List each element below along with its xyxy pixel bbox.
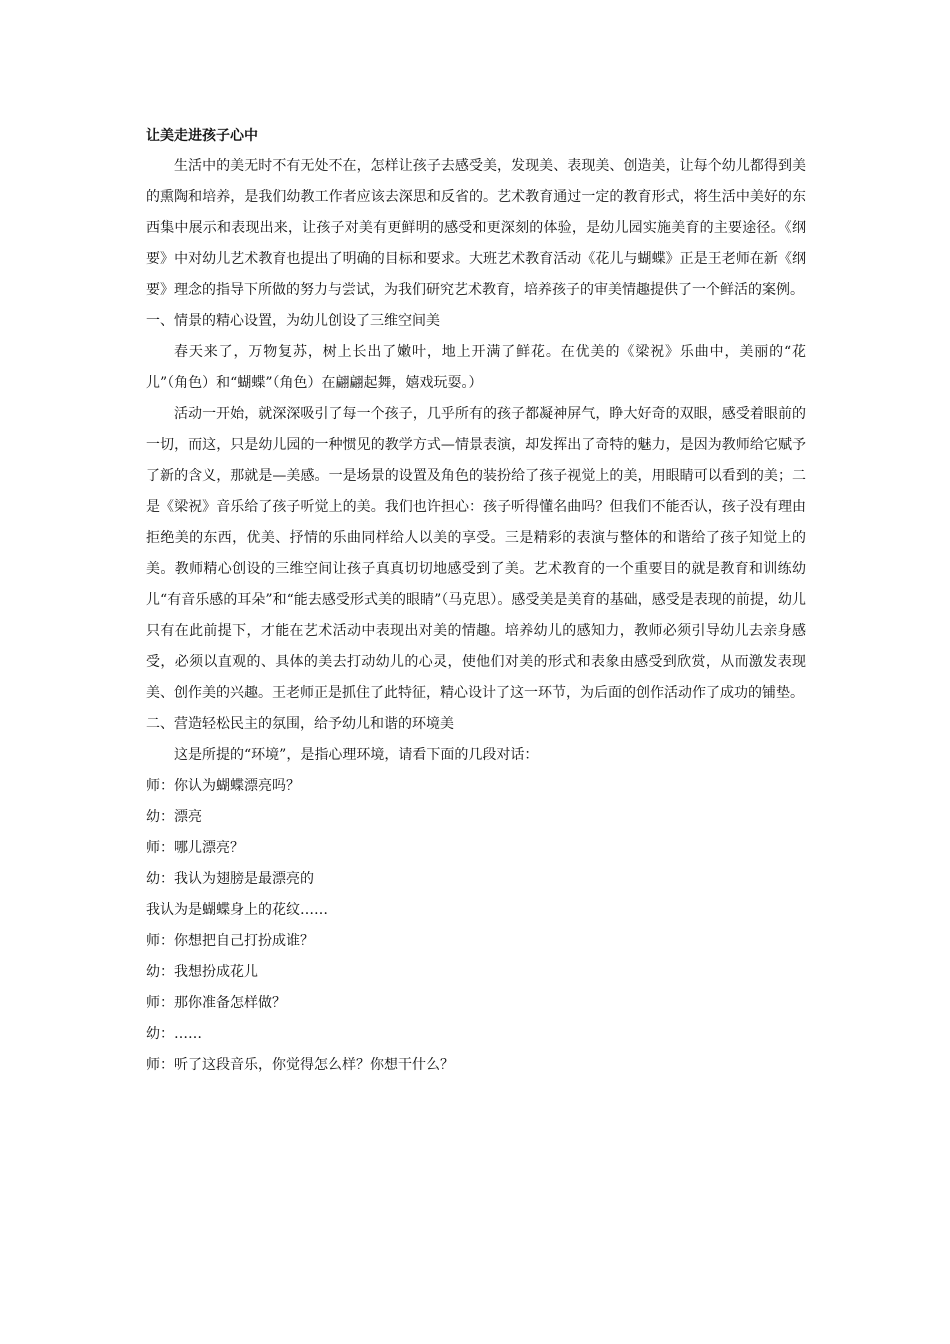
- dialogue-line: 我认为是蝴蝶身上的花纹……: [146, 902, 328, 918]
- dialogue-line: 师：听了这段音乐，你觉得怎么样？你想干什么？: [146, 1057, 454, 1073]
- dialogue-line: 师：你认为蝴蝶漂亮吗？: [146, 778, 300, 794]
- dialogue-line: 师：哪儿漂亮？: [146, 840, 244, 856]
- article-title: 让美走进孩子心中: [146, 128, 258, 144]
- analysis-paragraph: 活动一开始，就深深吸引了每一个孩子，几乎所有的孩子都凝神屏气，睁大好奇的双眼，感受着眼前的一切，而这，只是幼儿园的一种惯见的教学方式—情景表演，却发挥出了奇特的魅力，是因为教师给它赋予了新的含义，那就是—美感。一是场景的设置及角色的装扮给了孩子视觉上的美，用眼睛可以看到的美；二是《梁祝》音乐给了孩子听觉上的美。我们也许担心：孩子听得懂名曲吗？但我们不能否认，孩子没有理由拒绝美的东西，优美、抒情的乐曲同样给人以美的享受。三是精彩的表演与整体的和谐给了孩子知觉上的美。教师精心创设的三维空间让孩子真真切切地感受到了美。艺术教育的一个重要目的就是教育和训练幼儿“有音乐感的耳朵”和“能去感受形式美的眼睛”（马克思）。感受美是美育的基础，感受是表现的前提，幼儿只有在此前提下，才能在艺术活动中表现出对美的情趣。培养幼儿的感知力，教师必须引导幼儿去亲身感受，必须以直观的、具体的美去打动幼儿的心灵，使他们对美的形式和表象由感受到欣赏，从而激发表现美、创作美的兴趣。王老师正是抓住了此特征，精心设计了这一环节，为后面的创作活动作了成功的铺垫。: [146, 406, 806, 701]
- dialogue-lead: 这是所提的“环境”，是指心理环境，请看下面的几段对话：: [174, 747, 539, 763]
- dialogue-line: 幼：……: [146, 1026, 202, 1042]
- scene-paragraph: 春天来了，万物复苏，树上长出了嫩叶，地上开满了鲜花。在优美的《梁祝》乐曲中，美丽的“花儿”（角色）和“蝴蝶”（角色）在翩翩起舞，嬉戏玩耍。）: [146, 344, 806, 391]
- intro-paragraph: 生活中的美无时不有无处不在，怎样让孩子去感受美，发现美、表现美、创造美，让每个幼儿都得到美的熏陶和培养，是我们幼教工作者应该去深思和反省的。艺术教育通过一定的教育形式，将生活中美好的东西集中展示和表现出来，让孩子对美有更鲜明的感受和更深刻的体验，是幼儿园实施美育的主要途径。《纲要》中对幼儿艺术教育也提出了明确的目标和要求。大班艺术教育活动《花儿与蝴蝶》正是王老师在新《纲要》理念的指导下所做的努力与尝试，为我们研究艺术教育，培养孩子的审美情趣提供了一个鲜活的案例。: [146, 158, 806, 298]
- dialogue-line: 幼：我认为翅膀是最漂亮的: [146, 871, 314, 887]
- section-1-heading: 一、情景的精心设置，为幼儿创设了三维空间美: [146, 313, 440, 329]
- document-page: [146, 122, 806, 1081]
- dialogue-line: 师：那你准备怎样做？: [146, 995, 286, 1011]
- dialogue-line: 师：你想把自己打扮成谁？: [146, 933, 314, 949]
- dialogue-line: 幼：我想扮成花儿: [146, 964, 258, 980]
- section-2-heading: 二、营造轻松民主的氛围，给予幼儿和谐的环境美: [146, 716, 454, 732]
- dialogue-line: 幼：漂亮: [146, 809, 202, 825]
